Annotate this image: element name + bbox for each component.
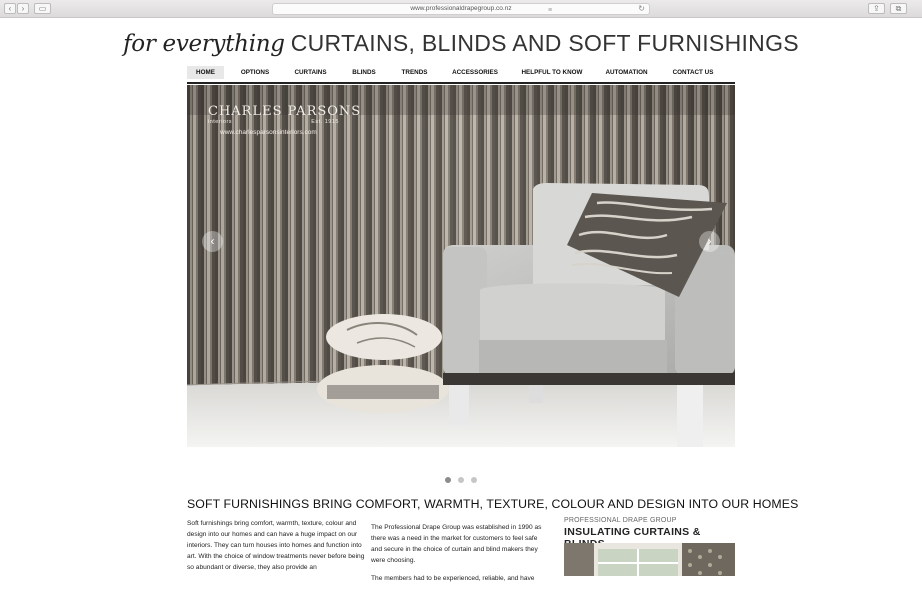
insulating-promo[interactable] [564,517,735,576]
about-column [371,522,549,591]
about-paragraph: The members had to be experienced, reliable, and have [371,575,535,582]
site-logo[interactable] [0,30,922,57]
nav-accessories[interactable]: ACCESSORIES [452,69,498,76]
slide-dot[interactable] [471,477,477,483]
nav-contact-us[interactable]: CONTACT US [672,69,714,76]
charles-parsons-logo [208,104,361,136]
forward-icon[interactable]: › [17,3,29,14]
share-icon[interactable]: ⇪ [868,3,885,14]
about-paragraph: The Professional Drape Group was established in 1990 as there was a need in the market for customers to feel safe and secure in the choice of curtain and blind makers they were choosing. [371,524,542,564]
slide-dot[interactable] [458,477,464,483]
reload-icon[interactable]: ↻ [638,4,645,13]
url-text: www.professionaldrapegroup.co.nz [410,5,512,12]
promo-kicker: PROFESSIONAL DRAPE GROUP [564,517,677,524]
main-nav [187,66,735,79]
prev-slide-icon[interactable]: ‹ [202,231,223,252]
logo-tagline: for everything [123,31,285,57]
hero-slideshow[interactable] [187,85,735,447]
address-bar[interactable] [272,3,650,15]
nav-underline [187,82,735,84]
nav-options[interactable]: OPTIONS [240,69,270,76]
brand-url: www.charlesparsonsinteriors.com [220,129,317,136]
logo-title: CURTAINS, BLINDS AND SOFT FURNISHINGS [290,30,799,56]
hero-image [187,85,735,447]
browser-toolbar [0,0,922,18]
reader-icon[interactable]: ≡ [548,7,553,14]
promo-image [564,543,735,576]
nav-home[interactable]: HOME [187,66,224,79]
nav-helpful-to-know[interactable]: HELPFUL TO KNOW [521,69,583,76]
nav-curtains[interactable]: CURTAINS [294,69,327,76]
nav-blinds[interactable]: BLINDS [352,69,376,76]
intro-column: Soft furnishings bring comfort, warmth, texture, colour and design into our homes and can have a huge impact on our interiors. They can turn houses into homes and function into art. With the choice of window treatments never before being so abundant or diverse, they also provide an [187,520,365,571]
brand-subtitle: interiors Est. 1915 [208,119,339,125]
sidebar-icon[interactable]: ▭ [34,3,51,14]
promo-title: INSULATING CURTAINS & [564,526,701,538]
nav-trends[interactable]: TRENDS [401,69,428,76]
tabs-icon[interactable]: ⧉ [890,3,907,14]
back-icon[interactable]: ‹ [4,3,16,14]
nav-automation[interactable]: AUTOMATION [605,69,648,76]
section-headline: SOFT FURNISHINGS BRING COMFORT, WARMTH, TEXTURE, COLOUR AND DESIGN INTO OUR HOMES [187,497,799,511]
slide-dot[interactable] [445,477,451,483]
next-slide-icon[interactable]: › [699,231,720,252]
brand-name: CHARLES PARSONS [208,104,362,119]
